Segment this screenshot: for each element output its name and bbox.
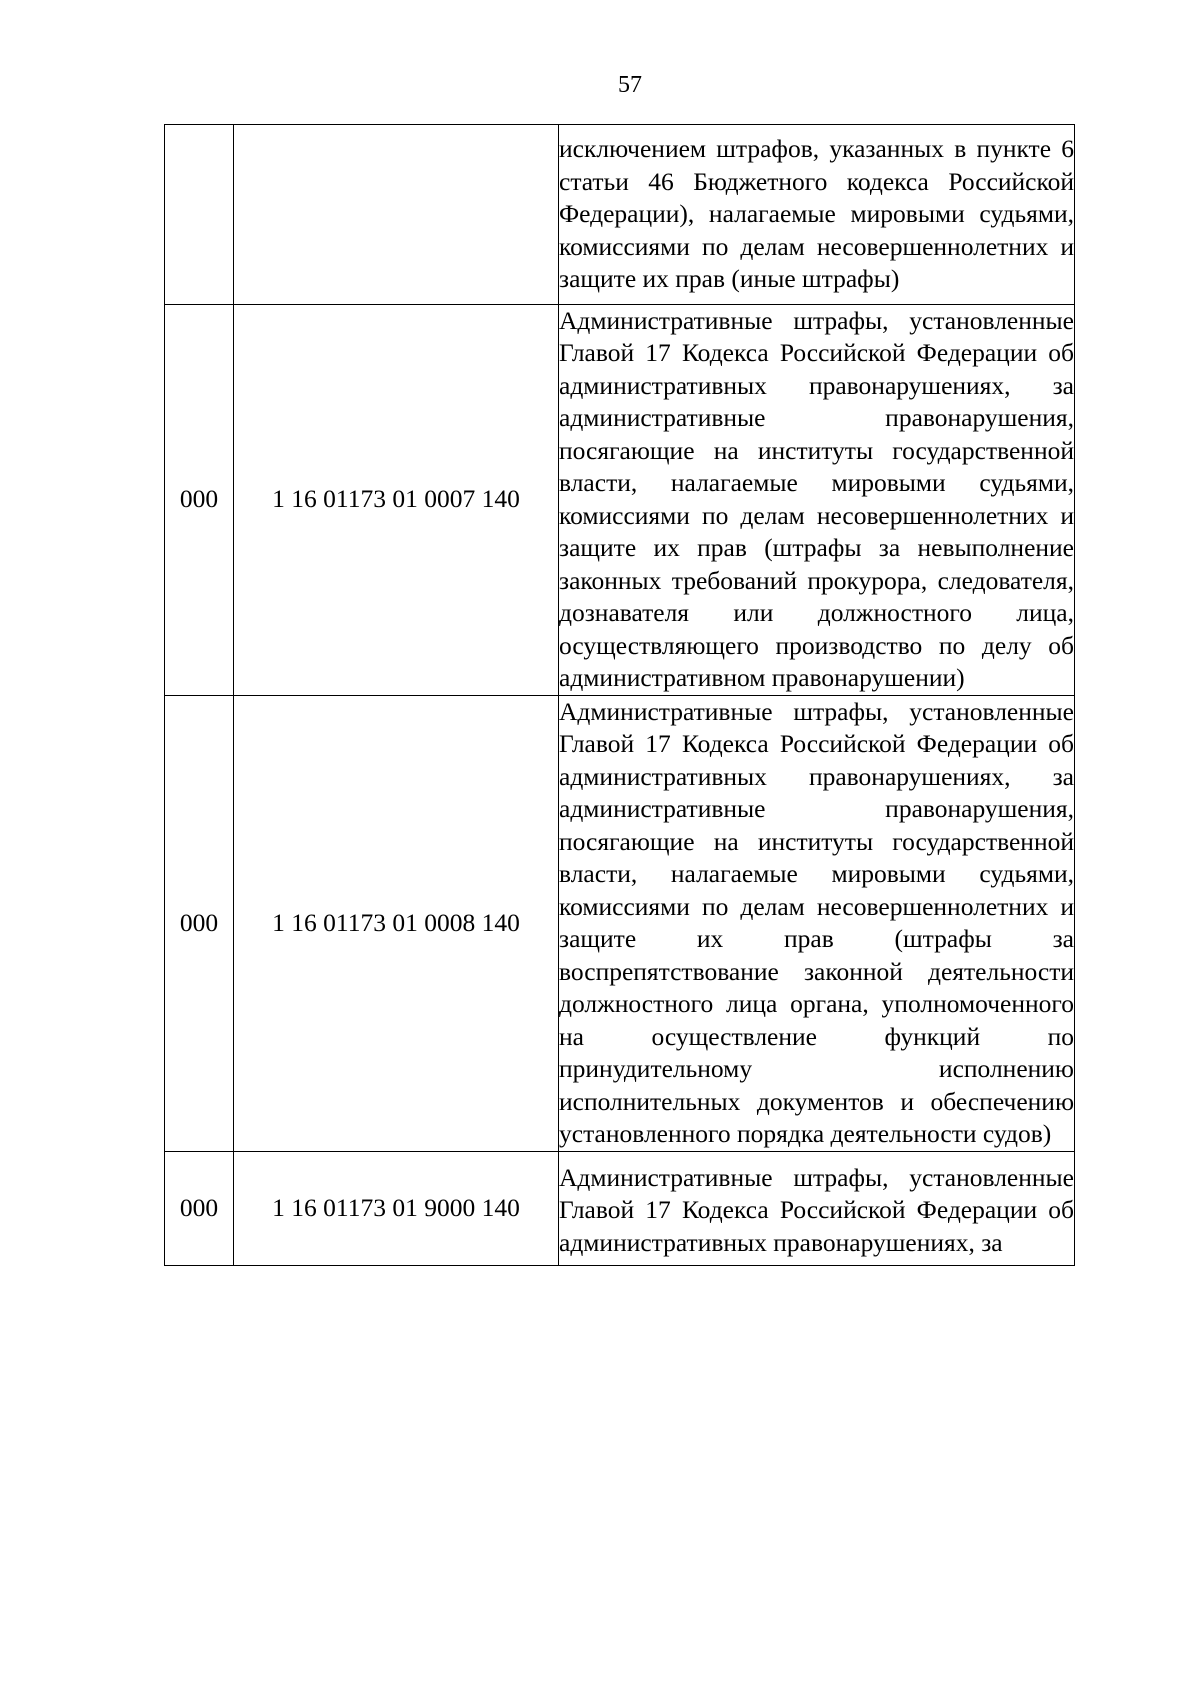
admin-code-cell: 000 bbox=[165, 304, 234, 695]
budget-classification-table bbox=[164, 124, 1075, 1266]
admin-code-cell: 000 bbox=[165, 1151, 234, 1266]
admin-code-cell: 000 bbox=[165, 695, 234, 1151]
description-text: Административные штрафы, установленные Главой 17 Кодекса Российской Федерации об административных правонарушениях, за административные правонарушения, посягающие на институты государственной власти, налагаемые мировыми судьями, комиссиями по делам несовершеннолетних и защите их прав (штрафы за воспрепятствование законной деятельности должностного лица органа, уполномоченного на осуществление функций по принудительному исполнению исполнительных документов и обеспечению установленного порядка деятельности судов) bbox=[559, 696, 1074, 1148]
income-code-cell: 1 16 01173 01 9000 140 bbox=[234, 1151, 559, 1266]
table-row bbox=[165, 125, 1075, 305]
page-number: 57 bbox=[618, 72, 642, 98]
admin-code-cell bbox=[165, 125, 234, 305]
description-cell bbox=[559, 125, 1075, 305]
table-row bbox=[165, 695, 1075, 1151]
income-code-cell: 1 16 01173 01 0007 140 bbox=[234, 304, 559, 695]
description-text: Административные штрафы, установленные Главой 17 Кодекса Российской Федерации об административных правонарушениях, за bbox=[559, 1162, 1074, 1257]
description-text: исключением штрафов, указанных в пункте 6 статьи 46 Бюджетного кодекса Российской Федерации), налагаемые мировыми судьями, комиссиями по делам несовершеннолетних и защите их прав (иные штрафы) bbox=[559, 134, 1074, 293]
description-cell bbox=[559, 1151, 1075, 1266]
table-row bbox=[165, 1151, 1075, 1266]
description-cell bbox=[559, 304, 1075, 695]
description-cell bbox=[559, 695, 1075, 1151]
income-code-cell: 1 16 01173 01 0008 140 bbox=[234, 695, 559, 1151]
table-row bbox=[165, 304, 1075, 695]
income-code-cell bbox=[234, 125, 559, 305]
description-text: Административные штрафы, установленные Главой 17 Кодекса Российской Федерации об административных правонарушениях, за административные правонарушения, посягающие на институты государственной власти, налагаемые мировыми судьями, комиссиями по делам несовершеннолетних и защите их прав (штрафы за невыполнение законных требований прокурора, следователя, дознавателя или должностного лица, осуществляющего производство по делу об административном правонарушении) bbox=[559, 305, 1074, 692]
